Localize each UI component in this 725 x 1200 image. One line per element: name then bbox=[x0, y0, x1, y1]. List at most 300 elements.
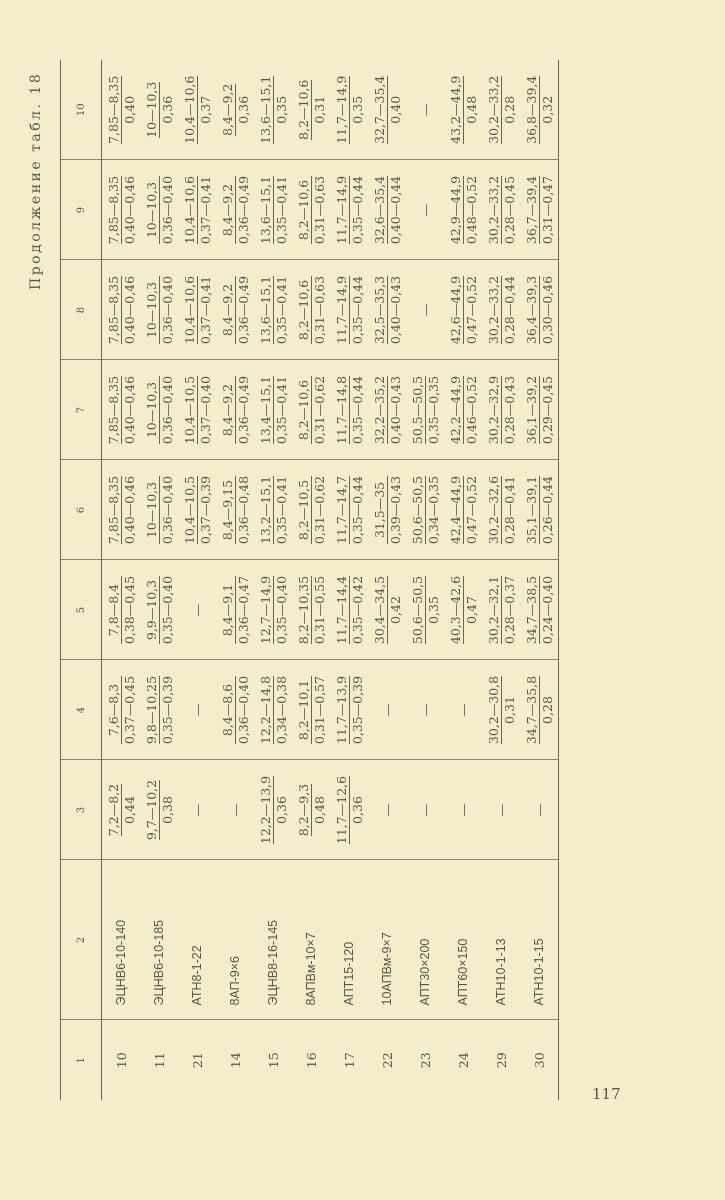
fraction bbox=[410, 576, 441, 644]
fraction bbox=[296, 376, 327, 444]
empty-cell-dash: — bbox=[406, 60, 444, 160]
value-cell bbox=[254, 560, 292, 660]
coefficient-value: 0,36—0,49 bbox=[235, 375, 251, 445]
range-value: 36,8—39,4 bbox=[523, 75, 539, 144]
fraction bbox=[182, 476, 213, 544]
empty-cell-dash: — bbox=[406, 660, 444, 760]
value-cell bbox=[330, 760, 368, 860]
coefficient-value: 0,28—0,45 bbox=[501, 175, 517, 245]
fraction bbox=[372, 176, 403, 244]
range-value: 12,2—13,9 bbox=[257, 775, 273, 845]
coefficient-value: 0,39—0,43 bbox=[387, 475, 403, 545]
value-cell bbox=[368, 360, 406, 460]
coefficient-value: 0,35—0,40 bbox=[273, 575, 289, 645]
table-row bbox=[254, 60, 292, 1100]
fraction bbox=[106, 276, 137, 344]
table-continuation-title: Продолжение табл. 18 bbox=[28, 71, 44, 290]
value-cell bbox=[330, 160, 368, 260]
fraction bbox=[524, 576, 555, 644]
fraction bbox=[144, 676, 175, 744]
value-cell bbox=[292, 360, 330, 460]
range-value: 34,7—38,5 bbox=[523, 575, 539, 645]
range-value: 9,8—10,25 bbox=[143, 675, 159, 745]
fraction bbox=[448, 176, 479, 244]
fraction bbox=[524, 276, 555, 344]
table-row bbox=[292, 60, 330, 1100]
range-value: 11,7—14,4 bbox=[333, 575, 349, 645]
value-cell bbox=[368, 560, 406, 660]
row-number: 22 bbox=[379, 1052, 395, 1069]
fraction bbox=[296, 176, 327, 244]
coefficient-value: 0,36—0,40 bbox=[159, 375, 175, 445]
range-value: 30,2—30,8 bbox=[485, 675, 501, 745]
value-cell bbox=[216, 460, 254, 560]
range-value: 35,1—39,1 bbox=[523, 475, 539, 545]
fraction bbox=[524, 676, 555, 744]
value-cell bbox=[140, 260, 178, 360]
table-row bbox=[406, 60, 444, 1100]
row-number: 15 bbox=[265, 1052, 281, 1069]
value-cell bbox=[292, 660, 330, 760]
coefficient-value: 0,35—0,39 bbox=[159, 675, 175, 745]
coefficient-value: 0,31 bbox=[501, 676, 517, 744]
coefficient-value: 0,31—0,63 bbox=[311, 275, 327, 345]
range-value: 30,2—33,2 bbox=[485, 75, 501, 144]
range-value: 11,7—14,9 bbox=[333, 275, 349, 345]
value-cell bbox=[216, 260, 254, 360]
value-cell bbox=[140, 560, 178, 660]
fraction bbox=[182, 176, 213, 244]
value-cell bbox=[368, 60, 406, 160]
value-cell bbox=[482, 160, 520, 260]
pump-model: АПТ30×200 bbox=[406, 860, 444, 1020]
value-cell bbox=[178, 60, 216, 160]
range-value: 7,85—8,35 bbox=[105, 275, 121, 345]
fraction bbox=[144, 576, 175, 644]
table-row bbox=[102, 60, 141, 1100]
coefficient-value: 0,35—0,41 bbox=[273, 375, 289, 445]
coefficient-value: 0,42 bbox=[387, 576, 403, 644]
range-value: 11,7—13,9 bbox=[333, 675, 349, 745]
range-value: 11,7—14,9 bbox=[333, 75, 349, 144]
value-cell bbox=[178, 360, 216, 460]
value-cell bbox=[444, 360, 482, 460]
fraction bbox=[220, 676, 251, 744]
fraction bbox=[334, 576, 365, 644]
range-value: 8,4—9,1 bbox=[219, 583, 235, 637]
range-value: 50,5—50,5 bbox=[409, 375, 425, 445]
value-cell bbox=[216, 360, 254, 460]
table-row bbox=[482, 60, 520, 1100]
range-value: 10—10,3 bbox=[143, 281, 159, 339]
value-cell bbox=[140, 360, 178, 460]
fraction bbox=[106, 576, 137, 644]
fraction bbox=[144, 376, 175, 444]
range-value: 42,6—44,9 bbox=[447, 275, 463, 345]
fraction bbox=[448, 376, 479, 444]
empty-cell-dash: — bbox=[178, 760, 216, 860]
row-number: 14 bbox=[227, 1052, 243, 1069]
coefficient-value: 0,36—0,40 bbox=[159, 175, 175, 245]
coefficient-value: 0,40—0,46 bbox=[121, 175, 137, 245]
range-value: 30,2—32,9 bbox=[485, 375, 501, 445]
coefficient-value: 0,36—0,48 bbox=[235, 475, 251, 545]
coefficient-value: 0,36 bbox=[349, 776, 365, 844]
fraction bbox=[486, 676, 517, 744]
row-number: 30 bbox=[520, 1020, 559, 1100]
column-header: 6 bbox=[61, 460, 102, 560]
coefficient-value: 0,37—0,41 bbox=[197, 175, 213, 245]
value-cell bbox=[254, 160, 292, 260]
range-value: 36,4—39,3 bbox=[523, 275, 539, 345]
fraction bbox=[258, 76, 289, 144]
fraction bbox=[258, 776, 289, 844]
empty-cell-dash: — bbox=[444, 660, 482, 760]
empty-cell-dash: — bbox=[178, 660, 216, 760]
column-header: 1 bbox=[61, 1020, 102, 1100]
fraction bbox=[258, 376, 289, 444]
coefficient-value: 0,48—0,52 bbox=[463, 175, 479, 245]
range-value: 7,85—8,35 bbox=[105, 75, 121, 144]
range-value: 50,6—50,5 bbox=[409, 475, 425, 545]
coefficient-value: 0,36 bbox=[235, 84, 251, 136]
coefficient-value: 0,28—0,44 bbox=[501, 275, 517, 345]
coefficient-value: 0,28—0,37 bbox=[501, 575, 517, 645]
value-cell bbox=[254, 660, 292, 760]
value-cell bbox=[520, 360, 559, 460]
range-value: 8,2—10,5 bbox=[295, 479, 311, 541]
fraction bbox=[220, 576, 251, 644]
coefficient-value: 0,35—0,42 bbox=[349, 575, 365, 645]
fraction bbox=[448, 76, 479, 144]
row-number: 21 bbox=[189, 1052, 205, 1069]
value-cell bbox=[520, 160, 559, 260]
value-cell bbox=[444, 160, 482, 260]
value-cell bbox=[216, 660, 254, 760]
value-cell bbox=[102, 360, 141, 460]
fraction bbox=[258, 576, 289, 644]
value-cell bbox=[140, 660, 178, 760]
value-cell bbox=[102, 460, 141, 560]
pump-model: ЭЦНВ6-10-140 bbox=[102, 860, 141, 1020]
fraction bbox=[334, 276, 365, 344]
coefficient-value: 0,31—0,63 bbox=[311, 175, 327, 245]
value-cell bbox=[102, 160, 141, 260]
range-value: 42,9—44,9 bbox=[447, 175, 463, 245]
coefficient-value: 0,31—0,62 bbox=[311, 475, 327, 545]
fraction bbox=[448, 476, 479, 544]
range-value: 36,1—39,2 bbox=[523, 375, 539, 445]
empty-cell-dash: — bbox=[482, 760, 520, 860]
table-row bbox=[178, 60, 216, 1100]
fraction bbox=[296, 476, 327, 544]
value-cell bbox=[330, 360, 368, 460]
range-value: 10,4—10,5 bbox=[181, 475, 197, 545]
fraction bbox=[334, 676, 365, 744]
value-cell bbox=[178, 460, 216, 560]
value-cell bbox=[178, 260, 216, 360]
coefficient-value: 0,31—0,62 bbox=[311, 375, 327, 445]
range-value: 31,5—35 bbox=[371, 481, 387, 539]
value-cell bbox=[520, 560, 559, 660]
column-header: 10 bbox=[61, 60, 102, 160]
table-row bbox=[216, 60, 254, 1100]
fraction bbox=[410, 376, 441, 444]
fraction bbox=[258, 176, 289, 244]
row-number: 23 bbox=[417, 1052, 433, 1069]
range-value: 11,7—12,6 bbox=[333, 775, 349, 845]
fraction bbox=[220, 176, 251, 244]
range-value: 8,4—8,6 bbox=[219, 683, 235, 737]
pump-model: ЭЦНВ8-16-145 bbox=[254, 860, 292, 1020]
value-cell bbox=[368, 460, 406, 560]
value-cell bbox=[102, 60, 141, 160]
coefficient-value: 0,35—0,41 bbox=[273, 175, 289, 245]
fraction bbox=[372, 476, 403, 544]
coefficient-value: 0,35—0,35 bbox=[425, 375, 441, 445]
value-cell bbox=[444, 60, 482, 160]
fraction bbox=[410, 476, 441, 544]
empty-cell-dash: — bbox=[406, 760, 444, 860]
coefficient-value: 0,26—0,44 bbox=[539, 475, 555, 545]
range-value: 13,6—15,1 bbox=[257, 275, 273, 345]
value-cell bbox=[330, 60, 368, 160]
range-value: 32,6—35,4 bbox=[371, 175, 387, 245]
fraction bbox=[334, 776, 365, 844]
column-header: 8 bbox=[61, 260, 102, 360]
coefficient-value: 0,35—0,44 bbox=[349, 475, 365, 545]
range-value: 8,4—9,2 bbox=[219, 283, 235, 337]
value-cell bbox=[292, 460, 330, 560]
range-value: 8,4—9,2 bbox=[219, 183, 235, 237]
value-cell bbox=[444, 260, 482, 360]
row-number: 10 bbox=[113, 1052, 129, 1069]
range-value: 36,7—39,4 bbox=[523, 175, 539, 245]
coefficient-value: 0,35 bbox=[349, 76, 365, 144]
empty-cell-dash: — bbox=[444, 760, 482, 860]
empty-cell-dash: — bbox=[216, 760, 254, 860]
value-cell bbox=[140, 60, 178, 160]
coefficient-value: 0,31 bbox=[311, 80, 327, 140]
coefficient-value: 0,40 bbox=[387, 76, 403, 144]
column-header: 2 bbox=[61, 860, 102, 1020]
range-value: 10—10,3 bbox=[143, 481, 159, 539]
value-cell bbox=[254, 260, 292, 360]
coefficient-value: 0,40—0,44 bbox=[387, 175, 403, 245]
fraction bbox=[448, 276, 479, 344]
range-value: 8,4—9,2 bbox=[219, 383, 235, 437]
coefficient-value: 0,28—0,43 bbox=[501, 375, 517, 445]
fraction bbox=[182, 276, 213, 344]
coefficient-value: 0,31—0,55 bbox=[311, 575, 327, 645]
value-cell bbox=[216, 60, 254, 160]
table-row bbox=[368, 60, 406, 1100]
range-value: 43,2—44,9 bbox=[447, 75, 463, 144]
range-value: 30,2—32,1 bbox=[485, 575, 501, 645]
coefficient-value: 0,40—0,43 bbox=[387, 275, 403, 345]
coefficient-value: 0,35—0,41 bbox=[273, 475, 289, 545]
fraction bbox=[486, 76, 517, 144]
fraction bbox=[486, 576, 517, 644]
value-cell bbox=[482, 460, 520, 560]
empty-cell-dash: — bbox=[406, 160, 444, 260]
pump-model: АТН8-1-22 bbox=[178, 860, 216, 1020]
range-value: 50,6—50,5 bbox=[409, 575, 425, 645]
range-value: 11,7—14,7 bbox=[333, 475, 349, 545]
coefficient-value: 0,40—0,46 bbox=[121, 375, 137, 445]
pump-model: АТН10-1-15 bbox=[520, 860, 559, 1020]
coefficient-value: 0,37—0,45 bbox=[121, 675, 137, 745]
coefficient-value: 0,40 bbox=[121, 76, 137, 144]
value-cell bbox=[102, 760, 141, 860]
value-cell bbox=[330, 560, 368, 660]
range-value: 8,2—10,6 bbox=[295, 379, 311, 441]
value-cell bbox=[254, 60, 292, 160]
coefficient-value: 0,37—0,39 bbox=[197, 475, 213, 545]
range-value: 7,85—8,35 bbox=[105, 475, 121, 545]
range-value: 34,7—35,8 bbox=[523, 675, 539, 745]
coefficient-value: 0,40—0,43 bbox=[387, 375, 403, 445]
range-value: 8,2—9,3 bbox=[295, 783, 311, 837]
coefficient-value: 0,35 bbox=[425, 576, 441, 644]
coefficient-value: 0,47 bbox=[463, 576, 479, 644]
fraction bbox=[144, 476, 175, 544]
range-value: 42,4—44,9 bbox=[447, 475, 463, 545]
range-value: 8,2—10,6 bbox=[295, 79, 311, 140]
value-cell bbox=[330, 260, 368, 360]
fraction bbox=[334, 76, 365, 144]
fraction bbox=[486, 476, 517, 544]
range-value: 8,2—10,35 bbox=[295, 575, 311, 645]
range-value: 7,6—8,3 bbox=[105, 683, 121, 737]
fraction bbox=[334, 476, 365, 544]
row-number: 24 bbox=[455, 1052, 471, 1069]
value-cell bbox=[254, 360, 292, 460]
value-cell bbox=[482, 660, 520, 760]
coefficient-value: 0,34—0,35 bbox=[425, 475, 441, 545]
value-cell bbox=[482, 360, 520, 460]
coefficient-value: 0,28—0,41 bbox=[501, 475, 517, 545]
range-value: 40,3—42,6 bbox=[447, 575, 463, 645]
value-cell bbox=[102, 260, 141, 360]
table-row bbox=[520, 60, 559, 1100]
value-cell bbox=[520, 260, 559, 360]
coefficient-value: 0,36 bbox=[273, 776, 289, 844]
value-cell bbox=[368, 160, 406, 260]
range-value: 32,7—35,4 bbox=[371, 75, 387, 144]
range-value: 8,2—10,6 bbox=[295, 179, 311, 241]
fraction bbox=[372, 576, 403, 644]
fraction bbox=[524, 176, 555, 244]
range-value: 10—10,3 bbox=[143, 381, 159, 439]
range-value: 30,4—34,5 bbox=[371, 575, 387, 645]
pump-model: АПТ15-120 bbox=[330, 860, 368, 1020]
fraction bbox=[486, 376, 517, 444]
fraction bbox=[524, 76, 555, 144]
fraction bbox=[182, 76, 213, 144]
coefficient-value: 0,31—0,47 bbox=[539, 175, 555, 245]
pump-model: АПТ60×150 bbox=[444, 860, 482, 1020]
coefficient-value: 0,48 bbox=[463, 76, 479, 144]
coefficient-value: 0,46—0,52 bbox=[463, 375, 479, 445]
fraction bbox=[182, 376, 213, 444]
range-value: 13,6—15,1 bbox=[257, 175, 273, 245]
range-value: 8,2—10,6 bbox=[295, 279, 311, 341]
empty-cell-dash: — bbox=[520, 760, 559, 860]
fraction bbox=[220, 476, 251, 544]
fraction bbox=[296, 576, 327, 644]
fraction bbox=[106, 676, 137, 744]
column-header: 9 bbox=[61, 160, 102, 260]
pump-model: 10АПВм-9×7 bbox=[368, 860, 406, 1020]
coefficient-value: 0,47—0,52 bbox=[463, 475, 479, 545]
coefficient-value: 0,28 bbox=[539, 676, 555, 744]
fraction bbox=[372, 376, 403, 444]
value-cell bbox=[406, 560, 444, 660]
coefficient-value: 0,36—0,47 bbox=[235, 575, 251, 645]
fraction bbox=[486, 176, 517, 244]
range-value: 13,2—15,1 bbox=[257, 475, 273, 545]
value-cell bbox=[292, 760, 330, 860]
coefficient-value: 0,30—0,46 bbox=[539, 275, 555, 345]
value-cell bbox=[330, 660, 368, 760]
coefficient-value: 0,35 bbox=[273, 76, 289, 144]
pump-model: ЭЦНВ6-10-185 bbox=[140, 860, 178, 1020]
range-value: 7,8—8,4 bbox=[105, 583, 121, 637]
value-cell bbox=[482, 60, 520, 160]
empty-cell-dash: — bbox=[368, 660, 406, 760]
fraction bbox=[258, 676, 289, 744]
range-value: 13,4—15,1 bbox=[257, 375, 273, 445]
value-cell bbox=[140, 160, 178, 260]
column-header: 3 bbox=[61, 760, 102, 860]
range-value: 11,7—14,9 bbox=[333, 175, 349, 245]
range-value: 9,9—10,3 bbox=[143, 579, 159, 641]
table-row bbox=[140, 60, 178, 1100]
value-cell bbox=[444, 560, 482, 660]
fraction bbox=[106, 476, 137, 544]
pump-model: 8АП-9×6 bbox=[216, 860, 254, 1020]
value-cell bbox=[102, 560, 141, 660]
coefficient-value: 0,38—0,45 bbox=[121, 575, 137, 645]
fraction bbox=[220, 276, 251, 344]
coefficient-value: 0,35—0,39 bbox=[349, 675, 365, 745]
coefficient-value: 0,31—0,57 bbox=[311, 675, 327, 745]
pump-model: 8АПВм-10×7 bbox=[292, 860, 330, 1020]
fraction bbox=[106, 376, 137, 444]
fraction bbox=[296, 784, 327, 836]
fraction bbox=[296, 676, 327, 744]
coefficient-value: 0,37 bbox=[197, 76, 213, 144]
range-value: 9,7—10,2 bbox=[143, 779, 159, 841]
fraction bbox=[144, 276, 175, 344]
coefficient-value: 0,32 bbox=[539, 76, 555, 144]
fraction bbox=[258, 276, 289, 344]
coefficient-value: 0,34—0,38 bbox=[273, 675, 289, 745]
value-cell bbox=[406, 460, 444, 560]
column-header: 7 bbox=[61, 360, 102, 460]
row-number: 16 bbox=[303, 1052, 319, 1069]
coefficient-value: 0,48 bbox=[311, 784, 327, 836]
range-value: 10—10,3 bbox=[143, 181, 159, 239]
fraction bbox=[106, 76, 137, 144]
fraction bbox=[524, 376, 555, 444]
value-cell bbox=[520, 460, 559, 560]
coefficient-value: 0,37—0,40 bbox=[197, 375, 213, 445]
range-value: 10—10,3 bbox=[143, 81, 159, 138]
row-number: 17 bbox=[341, 1052, 357, 1069]
range-value: 12,7—14,9 bbox=[257, 575, 273, 645]
